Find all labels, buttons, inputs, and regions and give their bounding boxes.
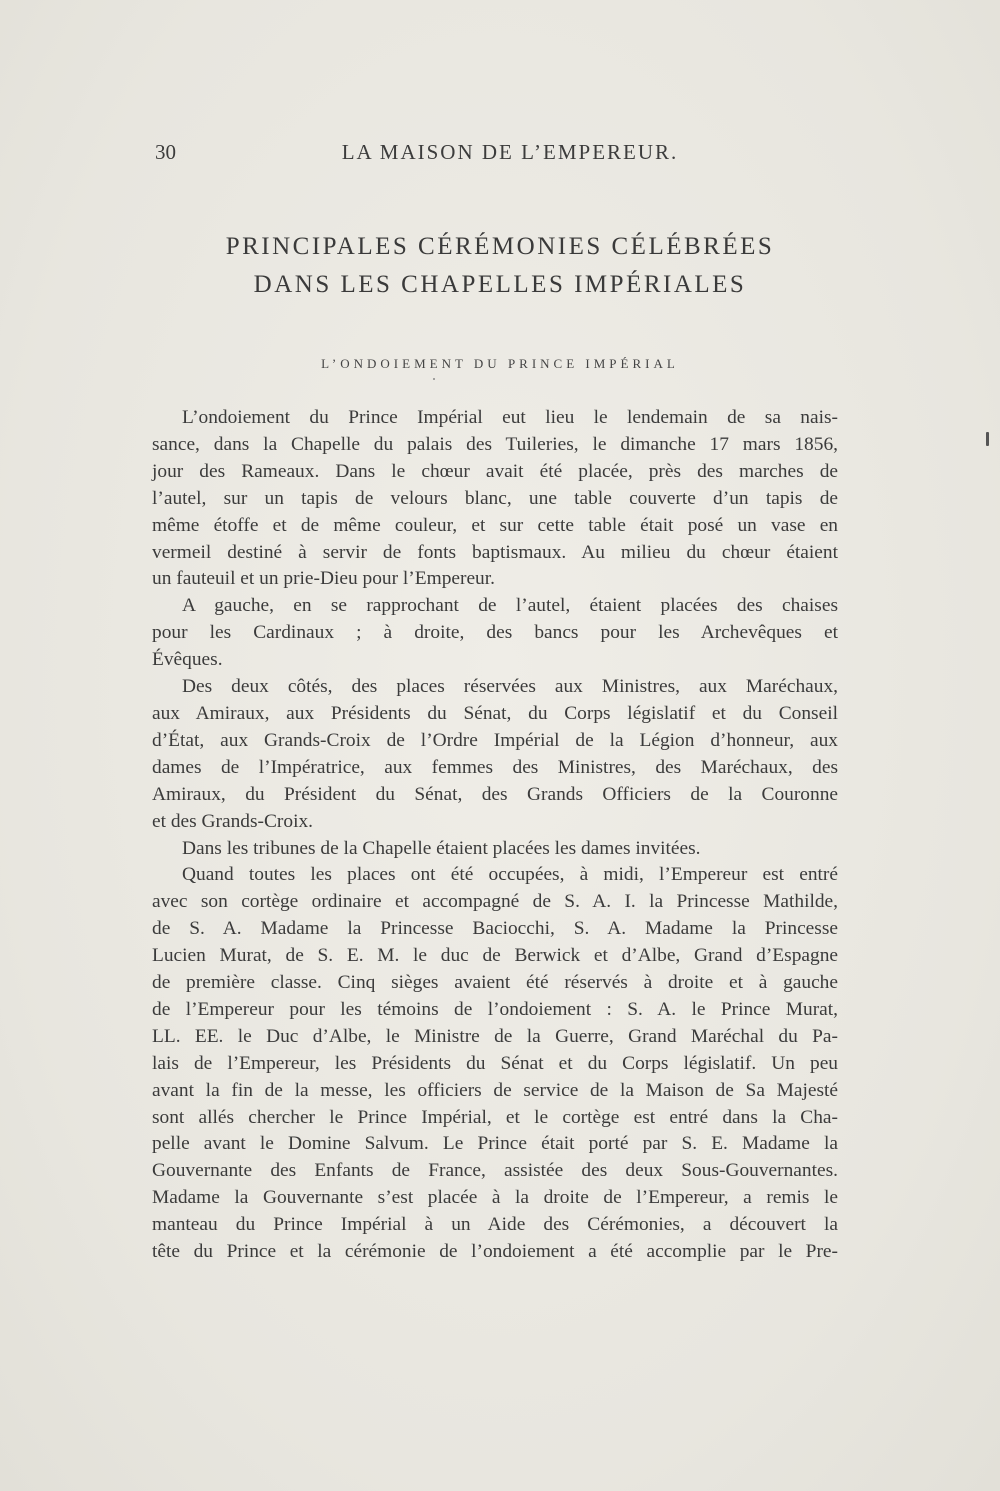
text-line: l’autel, sur un tapis de velours blanc, une table couverte d’un tapis de	[152, 487, 838, 509]
paragraph	[152, 674, 838, 835]
text-line: avec son cortège ordinaire et accompagné de S. A. I. la Princesse Mathilde,	[152, 891, 838, 913]
text-line: d’État, aux Grands-Croix de l’Ordre Impérial de la Légion d’honneur, aux	[152, 729, 838, 751]
chapter-title-line-1: PRINCIPALES CÉRÉMONIES CÉLÉBRÉES	[225, 233, 775, 260]
text-line: vermeil destiné à servir de fonts baptismaux. Au milieu du chœur étaient	[152, 541, 838, 563]
paragraph	[152, 862, 838, 1266]
body-text	[152, 405, 838, 1266]
text-line: manteau du Prince Impérial à un Aide des Cérémonies, a découvert la	[152, 1214, 838, 1236]
text-line: tête du Prince et la cérémonie de l’ondoiement a été accomplie par le Pre-	[152, 1241, 838, 1263]
text-line: sance, dans la Chapelle du palais des Tuileries, le dimanche 17 mars 1856,	[152, 433, 838, 455]
text-line: de S. A. Madame la Princesse Baciocchi, S. A. Madame la Princesse	[152, 918, 838, 940]
section-title: L’ONDOIEMENT DU PRINCE IMPÉRIAL	[321, 356, 679, 371]
text-line: lais de l’Empereur, les Présidents du Sénat et du Corps législatif. Un peu	[152, 1052, 838, 1074]
text-line: pour les Cardinaux ; à droite, des bancs pour les Archevêques et	[152, 622, 838, 644]
text-line: Amiraux, du Président du Sénat, des Grands Officiers de la Couronne	[152, 783, 838, 805]
paragraph	[152, 593, 838, 674]
text-line: de première classe. Cinq sièges avaient été réservés à droite et à gauche	[152, 972, 838, 994]
text-line: un fauteuil et un prie-Dieu pour l’Empereur.	[152, 568, 495, 590]
text-line: Évêques.	[152, 649, 223, 671]
text-line: sont allés chercher le Prince Impérial, et le cortège est entré dans la Cha-	[152, 1106, 838, 1128]
text-line: Lucien Murat, de S. E. M. le duc de Berwick et d’Albe, Grand d’Espagne	[152, 945, 838, 967]
text-line: pelle avant le Domine Salvum. Le Prince était porté par S. E. Madame la	[152, 1133, 838, 1155]
running-title: LA MAISON DE L’EMPEREUR.	[341, 140, 679, 164]
margin-mark	[986, 432, 989, 446]
paragraph	[152, 836, 838, 863]
text-line: de l’Empereur pour les témoins de l’ondoiement : S. A. le Prince Murat,	[152, 998, 838, 1020]
text-line: aux Amiraux, aux Présidents du Sénat, du Corps législatif et du Conseil	[152, 702, 838, 724]
text-line: même étoffe et de même couleur, et sur cette table était posé un vase en	[152, 514, 838, 536]
text-line: Quand toutes les places ont été occupées, à midi, l’Empereur est entré	[182, 864, 838, 886]
text-line: L’ondoiement du Prince Impérial eut lieu le lendemain de sa nais-	[182, 407, 838, 428]
text-line: Dans les tribunes de la Chapelle étaient placées les dames invitées.	[182, 837, 701, 859]
text-line: Madame la Gouvernante s’est placée à la droite de l’Empereur, a remis le	[152, 1187, 838, 1209]
text-line: jour des Rameaux. Dans le chœur avait été placée, près des marches de	[152, 460, 838, 482]
text-line: et des Grands-Croix.	[152, 810, 314, 832]
page-number: 30	[155, 140, 176, 164]
text-line: dames de l’Impératrice, aux femmes des Ministres, des Maréchaux, des	[152, 756, 838, 778]
text-line: Gouvernante des Enfants de France, assistée des deux Sous-Gouvernantes.	[152, 1160, 838, 1182]
text-line: avant la fin de la messe, les officiers de service de la Maison de Sa Majesté	[152, 1079, 838, 1101]
text-line: A gauche, en se rapprochant de l’autel, étaient placées des chaises	[182, 595, 838, 617]
text-line: LL. EE. le Duc d’Albe, le Ministre de la Guerre, Grand Maréchal du Pa-	[152, 1025, 838, 1047]
paragraph	[152, 405, 838, 593]
chapter-title-line-2: DANS LES CHAPELLES IMPÉRIALES	[253, 271, 747, 298]
ink-speck	[433, 378, 435, 380]
text-line: Des deux côtés, des places réservées aux Ministres, aux Maréchaux,	[182, 676, 838, 698]
running-header	[155, 140, 845, 170]
chapter-title	[150, 228, 850, 304]
